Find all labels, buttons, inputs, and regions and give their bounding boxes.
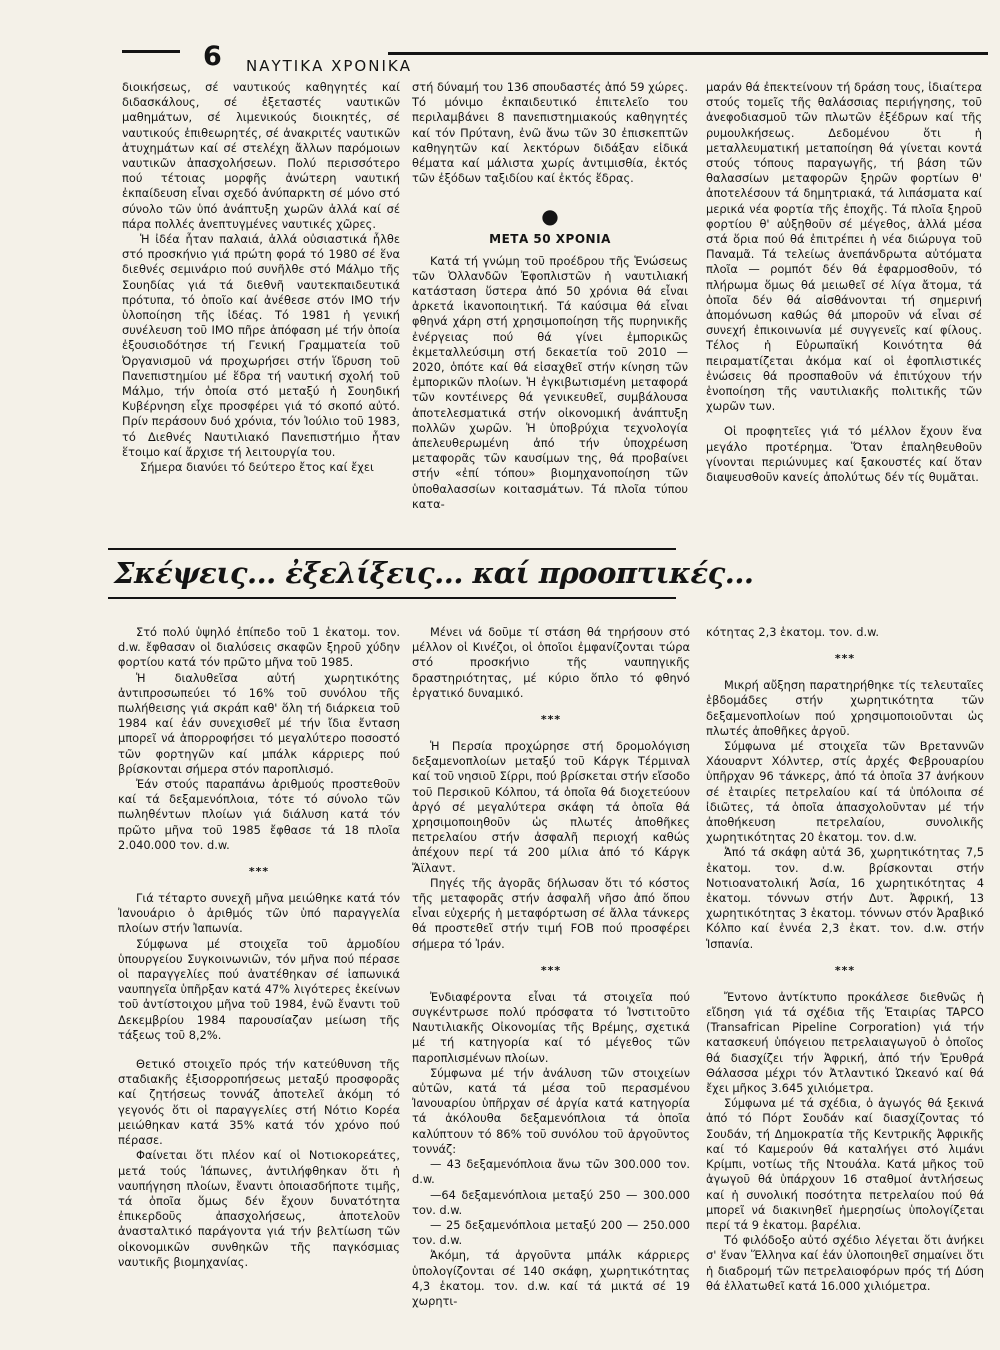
list-item: — 43 δεξαμενόπλοια ἄνω τῶν 300.000 τον. d.w.: [412, 1157, 690, 1187]
paragraph: Σύμφωνα μέ τά σχέδια, ὁ ἀγωγός θά ξεκινά ἀπό τό Πόρτ Σουδάν καί διασχίζοντας τό Σουδάν, τή Δημοκρατία τῆς Κεντρικῆς Ἀφρικῆς καί τό Καμερούν θά καταλήγει στό λιμάνι Κρίμπι, νοτίως τῆς Ντουάλα. Κατά μῆκος τοῦ ἀγωγοῦ θά ὑπάρχουν 16 σταθμοί ἀντλήσεως καί ἡ συνολική ποσότητα πετρελαίου πού θά μπορεῖ νά διακινηθεῖ ἡμερησίως ὑπολογίζεται περί τά 9 ἑκατομ. βαρέλια.: [706, 1096, 984, 1232]
paragraph: Ἀκόμη, τά ἀργοῦντα μπάλκ κάρριερς ὑπολογίζονται σέ 140 σκάφη, χωρητικότητας 4,3 ἑκατομ. τον. d.w. καί τά μικτά σέ 19 χωρητι-: [412, 1248, 690, 1308]
paragraph: Στό πολύ ὑψηλό ἐπίπεδο τοῦ 1 ἑκατομ. τον. d.w. ἔφθασαν οἱ διαλύσεις σκαφῶν ξηροῦ χύδην φορτίου κατά τόν πρῶτο μῆνα τοῦ 1985.: [118, 625, 400, 670]
paragraph: Ἀπό τά σκάφη αὐτά 36, χωρητικότητας 7,5 ἑκατομ. τον. d.w. βρίσκονται στήν Νοτιοανατολική Ἀσία, 16 χωρητικότητας 4 ἑκατομ. τόννων στήν Δυτ. Ἀφρική, 13 χωρητικότητας 3 ἑκατομ. τόννων στόν Ἀραβικό Κόλπο καί ἐννέα 2,3 ἑκατ. τον. d.w. στήν Ἱσπανία.: [706, 845, 984, 951]
paragraph: Ἐάν στούς παραπάνω ἀριθμούς προστεθοῦν καί τά δεξαμενόπλοια, τότε τό σύνολο τῶν πωληθέντων πλοίων γιά διάλυση κατά τόν πρῶτο μῆνα τοῦ 1985 ἔφθασε τά 18 πλοῖα 2.040.000 τον. d.w.: [118, 777, 400, 852]
section-subheading: ΜΕΤΑ 50 ΧΡΟΝΙΑ: [489, 232, 611, 247]
paragraph: κότητας 2,3 ἑκατομ. τον. d.w.: [706, 625, 880, 639]
paragraph: Πηγές τῆς ἀγορᾶς δήλωσαν ὅτι τό κόστος τῆς μεταφορᾶς στήν ἀσφαλῆ νῆσο ἀπό ὅπου εἶναι εὐχερής ἡ μεταφόρτωση σέ ἄλλα τάνκερς θά προστεθεῖ στήν τιμή FOB πού προσφέρει σήμερα τό Ἰράν.: [412, 875, 690, 951]
paragraph: Ἡ Περσία προχώρησε στή δρομολόγιση δεξαμενοπλοίων μεταξύ τοῦ Κάργκ Τέρμιναλ καί τοῦ νησιοῦ Σίρρι, πού βρίσκεται στήν εἴσοδο τοῦ Περσικοῦ Κόλπου, τά ὁποῖα θά διοχετεύουν ἀργό σέ μεγαλύτερα σκάφη τά ὁποῖα θά χρησιμοποιηθοῦν ὡς πλωτές ἀποθῆκες πετρελαίου στήν ἀσφαλῆ περιοχή καθώς ἀπέχουν περί τά 200 μίλια ἀπό τό Κάργκ Ἄϊλαντ.: [412, 739, 690, 875]
paragraph: Ἡ ἰδέα ἦταν παλαιά, ἀλλά οὐσιαστικά ἦλθε στό προσκήνιο γιά πρώτη φορά τό 1980 σέ ἕνα διεθνές σεμινάριο πού συνῆλθε στό Μάλμο τῆς Σουηδίας γιά τά διεθνῆ ναυτεκπαιδευτικά πρότυπα, τό ὁποῖο καί ἀνέθεσε στόν IMO τήν ὑλοποίηση τῆς ἰδέας. Τό 1981 ἡ γενική συνέλευση τοῦ IMO πῆρε ἀπόφαση μέ τήν ὁποία ἐξουσιοδότησε τή Γενική Γραμματεία τοῦ Ὀργανισμοῦ νά προχωρήσει στήν ἵδρυση τοῦ Πανεπιστημίου μέ ἕδρα τή ναυτική σχολή τοῦ Μάλμο, τήν ὁποία στό μεταξύ ἡ Σουηδική Κυβέρνηση εἶχε προσφέρει γιά τό σκοπό αὐτό. Πρίν περάσουν δυό χρόνια, τόν Ἰούλιο τοῦ 1983, τό Διεθνές Ναυτιλιακό Πανεπιστήμιο ἦταν ἕτοιμο καί ἄρχισε τή λειτουργία του.: [122, 232, 400, 459]
paragraph: Μικρή αὔξηση παρατηρήθηκε τίς τελευταῖες ἑβδομάδες στήν χωρητικότητα τῶν δεξαμενοπλοίων πού χρησιμοποιοῦνται ὡς πλωτές ἀποθῆκες ἀργοῦ.: [706, 678, 984, 738]
paragraph: Σύμφωνα μέ στοιχεῖα τοῦ ἁρμοδίου ὑπουργείου Συγκοινωνιῶν, τόν μῆνα πού πέρασε οἱ παραγγελίες πού ἀνατέθηκαν σέ ἰαπωνικά ναυπηγεῖα ὑπῆρξαν κατά 47% λιγότερες ἐκείνων τοῦ ἀντίστοιχου μῆνα τοῦ 1984, ἐνῶ ἔναντι τοῦ Δεκεμβρίου 1984 παρουσίαζαν μείωση τῆς τάξεως τοῦ 8,2%.: [118, 936, 400, 1042]
section-separator: ***: [834, 963, 856, 977]
paragraph: Οἱ προφητεῖες γιά τό μέλλον ἔχουν ἕνα μεγάλο προτέρημα. Ὅταν ἐπαληθευθοῦν γίνονται περιώνυμες καί ξακουστές καί ὅταν διαψευσθοῦν κανείς ἀπολύτως δέν τίς θυμᾶται.: [706, 424, 982, 485]
list-item: —64 δεξαμενόπλοια μεταξύ 250 — 300.000 τον. d.w.: [412, 1187, 690, 1217]
top-column-3: [706, 80, 982, 485]
paragraph: Σύμφωνα μέ στοιχεῖα τῶν Βρεταννῶν Χάουαρντ Χόλντερ, στίς ἀρχές Φεβρουαρίου ὑπῆρχαν 96 τάνκερς, ἀπό τά ὁποῖα 37 ἀνήκουν σέ ἑταιρίες πετρελαίου καί τά ὑπόλοιπα σέ ἰδιῶτες, τά ὁποῖα ἀπασχολοῦνταν μέ τήν ἀποθήκευση πετρελαίου, συνολικῆς χωρητικότητας 20 ἑκατομ. τον. d.w.: [706, 739, 984, 845]
top-column-2: [412, 80, 688, 512]
top-column-1: [122, 80, 400, 475]
paragraph: στή δύναμή του 136 σπουδαστές ἀπό 59 χώρες. Τό μόνιμο ἐκπαιδευτικό ἐπιτελεῖο του περιλαμβάνει 8 πανεπιστημιακούς καθηγητές καί τόν Πρύτανη, ἐνῶ ἄνω τῶν 30 ἐπισκεπτῶν καθηγητῶν καί λεκτόρων διδάξαν εἰδικά θέματα καί μάλιστα χωρίς ἀντιμισθία, ἐκτός τῶν ἐξόδων ταξιδίου καί ἐκτός ἕδρας.: [412, 80, 688, 186]
paragraph: Ἔντονο ἀντίκτυπο προκάλεσε διεθνῶς ἡ εἴδηση γιά τά σχέδια τῆς Ἑταιρίας TAPCO (Transafrican Pipeline Corporation) γιά τήν κατασκευή ὑπόγειου πετρελαιαγωγοῦ ὁ ὁποῖος θά διασχίζει τήν Ἀφρική, ἀπό τήν Ἐρυθρά Θάλασσα μέχρι τόν Ἀτλαντικό Ὠκεανό καί θά ἔχει μῆκος 3.645 χιλιόμετρα.: [706, 989, 984, 1096]
paragraph: Ἡ διαλυθεῖσα αὐτή χωρητικότης ἀντιπροσωπεύει τό 16% τοῦ συνόλου τῆς πωλήθεισης γιά σκράπ καθ' ὅλη τή διάρκεια τοῦ 1984 καί ἐάν συνεχισθεῖ μέ τήν ἴδια ἔνταση μπορεῖ νά ἀπορροφήσει τό μεγαλύτερο ποσοστό τῶν φορτηγῶν καί μπάλκ κάρριερς πού βρίσκονται σήμερα στόν παροπλισμό.: [118, 670, 400, 776]
section-separator: ***: [248, 865, 270, 879]
paragraph: Κατά τή γνώμη τοῦ προέδρου τῆς Ἑνώσεως τῶν Ὀλλανδῶν Ἐφοπλιστῶν ἡ ναυτιλιακή κατάσταση ὕστερα ἀπό 50 χρόνια θά εἶναι ἀρκετά ἱκανοποιητική. Τά καύσιμα θά εἶναι φθηνά χάρη στή χρησιμοποίηση τῆς πυρηνικῆς ἐνέργειας πού θά γίνει ἐμπορικῶς ἐκμεταλλεύσιμη στή δεκαετία τοῦ 2010 — 2020, ὁπότε καί θά εἰσαχθεῖ στήν κίνηση τῶν ἐμπορικῶν πλοίων. Ἡ ἐγκιβωτισμένη μεταφορά τῶν κοντέινερς θά γενικευθεῖ, συμβάλουσα ἀποτελεσματικά στήν οἰκονομική ἀνάπτυξη πολλῶν χωρῶν. Ἡ ὑποβρύχια τεχνολογία ἀπελευθερωμένη ἀπό τήν ὑποχρέωση μεταφορᾶς τῶν καυσίμων της, θά προβαίνει στήν «ἐπί τόπου» βιομηχανοποίηση τῶν ὑποθαλασσίων κοιτασμάτων. Τά πλοῖα τύπου κατα-: [412, 253, 688, 511]
publication-title: ΝΑΥΤΙΚΑ ΧΡΟΝΙΚΑ: [246, 57, 412, 75]
header-rule-left: [122, 50, 180, 53]
section-bullet: ●: [541, 204, 559, 229]
list-item: — 25 δεξαμενόπλοια μεταξύ 200 — 250.000 τον. d.w.: [412, 1217, 690, 1248]
bottom-column-3: [706, 625, 984, 1294]
paragraph: Μένει νά δοῦμε τί στάση θά τηρήσουν στό μέλλον οἱ Κινέζοι, οἱ ὁποῖοι ἐμφανίζονται τώρα στό προσκήνιο τῆς ναυπηγικῆς δραστηριότητας, μέ κύριο ὅπλο τό φθηνό ἐργατικό δυναμικό.: [412, 625, 690, 700]
paragraph: Σύμφωνα μέ τήν ἀνάλυση τῶν στοιχείων αὐτῶν, κατά τά μέσα τοῦ περασμένου Ἰανουαρίου ὑπῆρχαν σέ ἀργία κατά κατηγορία τά ἀκόλουθα δεξαμενόπλοια τά ὁποῖα καλύπτουν τό 86% τοῦ συνόλου τοῦ ἀργοῦντος τοννάζ:: [412, 1065, 690, 1156]
paragraph: διοικήσεως, σέ ναυτικούς καθηγητές καί διδασκάλους, σέ ἐξεταστές ναυτικῶν μαθημάτων, σέ λιμενικούς διοικητές, σέ ναυτικούς ἐπιθεωρητές, σέ ἀνακριτές ναυτικῶν ἀτυχημάτων καί σέ στελέχη ἄλλων παρόμοιων ναυτικῶν ἀπασχολήσεων. Πολύ περισσότερο πού τέτοιας μορφῆς ἀνώτερη ναυτική ἐκπαίδευση εἶναι σχεδό ἀνύπαρκτη σέ μόνο στό σύνολο τῶν ὑπό ἀνάπτυξη χωρῶν ἀλλά καί σέ πάρα πολλές ἀνεπτυγμένες ναυτικές χῶρες.: [122, 80, 400, 231]
paragraph: μαράν θά ἐπεκτείνουν τή δράση τους, ἰδιαίτερα στούς τομεῖς τῆς θαλάσσιας περιήγησης, τοῦ ἀνεφοδιασμοῦ τῶν πλωτῶν ἐξέδρων καί τῆς ρυμουλκήσεως. Δεδομένου ὅτι ἡ μεταλλευματική μεταποίηση θά γίνεται κοντά στούς τόπους παραγωγῆς, τή βάση τῶν θαλασσίων μεταφορῶν ξηρῶν φορτίων θ' ἀποτελέσουν τά δημητριακά, τά λιπάσματα καί μερικά νέα φορτία τῆς ἐποχῆς. Τά πλοῖα ξηροῦ φορτίου θ' αὐξηθοῦν σέ μέγεθος, ἀλλά μέσα στά ὅρια πού θά ἐπιτρέπει ἡ νέα διώρυγα τοῦ Παναμᾶ. Τά τελείως ἀνεπάνδρωτα αὐτόματα πλοῖα — ρομπότ δέν θά ἐφαρμοσθοῦν, τό πλήρωμα ὅμως θά μειωθεῖ σέ λίγα ἄτομα, τά ὁποῖα δέν θά αἰσθάνονται τή σημερινή ἀπομόνωση καθώς θά μποροῦν νά εἶναι σέ συνεχή ἐπικοινωνία μέ συγγενεῖς καί φίλους. Τέλος ἡ Εὐρωπαϊκή Κοινότητα θά πειραματίζεται ἀκόμα καί οἱ ἐφοπλιστικές ἑνώσεις θά προσπαθοῦν νά ἐπιτύχουν τήν ἑνοποίηση τῆς ναυτιλιακῆς πολιτικῆς τῶν χωρῶν των.: [706, 80, 982, 414]
paragraph: Φαίνεται ὅτι πλέον καί οἱ Νοτιοκορεάτες, μετά τούς Ἰάπωνες, ἀντιλήφθηκαν ὅτι ἡ ναυπήγηση πλοίων, ἔναντι ὁποιασδήποτε τιμῆς, τά ὁποῖα ὅμως δέν ἔχουν δυνατότητα ἐπικερδοῦς ἀπασχολήσεως, ἀποτελοῦν ἀνασταλτικό παράγοντα γιά τήν βελτίωση τῶν οἰκονομικῶν συνθηκῶν τῆς παγκόσμιας ναυτικῆς βιομηχανίας.: [118, 1148, 400, 1269]
headline-rule-bottom: [108, 597, 676, 599]
paragraph: Σήμερα διανύει τό δεύτερο ἔτος καί ἔχει: [140, 460, 374, 475]
section-separator: ***: [540, 713, 562, 727]
section-separator: ***: [834, 652, 856, 666]
headline-rule-top: [108, 548, 676, 550]
bottom-column-2: [412, 625, 690, 1309]
header-rule-right: [388, 52, 988, 55]
paragraph: Γιά τέταρτο συνεχῆ μῆνα μειώθηκε κατά τόν Ἰανουάριο ὁ ἀριθμός τῶν ὑπό παραγγελία πλοίων στήν Ἰαπωνία.: [118, 891, 400, 936]
page-number: 6: [203, 41, 222, 72]
section-separator: ***: [540, 963, 562, 977]
paragraph: Θετικό στοιχεῖο πρός τήν κατεύθυνση τῆς σταδιακῆς ἐξισορροπήσεως μεταξύ προσφορᾶς καί ζητήσεως τοννάζ ἀποτελεῖ ἀκόμη τό γεγονός ὅτι οἱ παραγγελίες στή Νότιο Κορέα μειώθηκαν κατά 35% κατά τόν χρόνο πού πέρασε.: [118, 1057, 400, 1148]
bottom-column-1: [118, 625, 400, 1270]
article-headline: Σκέψεις... ἐξελίξεις... καί προοπτικές...: [114, 556, 754, 590]
paragraph: Τό φιλόδοξο αὐτό σχέδιο λέγεται ὅτι ἀνήκει σ' ἕναν Ἕλληνα καί ἐάν ὑλοποιηθεῖ σημαίνει ὅτι ἡ διαδρομή τῶν πετρελαιοφόρων πρός τή Δύση θά ἐλλατωθεῖ κατά 16.000 χιλιόμετρα.: [706, 1233, 984, 1293]
paragraph: Ἐνδιαφέροντα εἶναι τά στοιχεῖα πού συγκέντρωσε πολύ πρόσφατα τό Ἰνστιτοῦτο Ναυτιλιακῆς Οἰκονομίας τῆς Βρέμης, σχετικά μέ τή κατηγορία καί τό μέγεθος τῶν παροπλισμένων πλοίων.: [412, 989, 690, 1065]
